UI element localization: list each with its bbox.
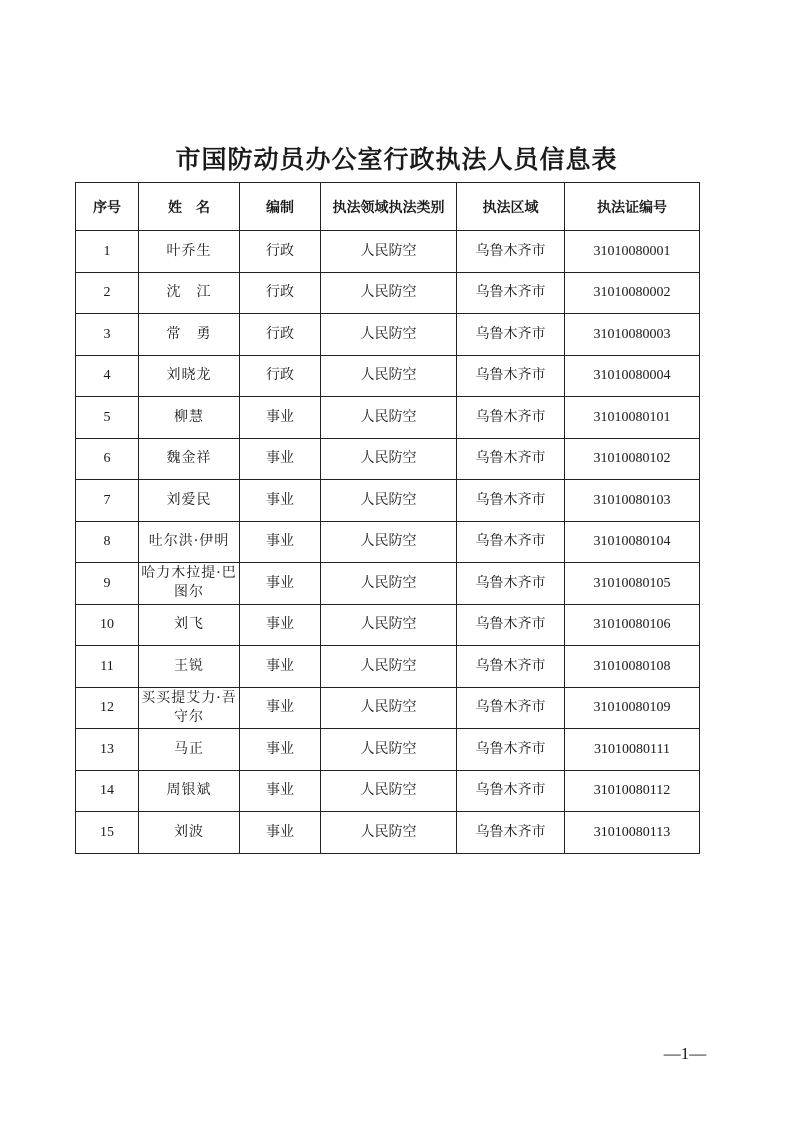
cell-name [139,397,240,439]
table-row [76,231,700,273]
cell-name [139,231,240,273]
cell-cert: 31010080004 [565,355,700,397]
cell-name [139,314,240,356]
header-field: 执法领域执法类别 [321,183,457,231]
cell-name [139,563,240,605]
cell-seq: 6 [76,438,139,480]
cell-seq: 13 [76,729,139,771]
cell-region: 乌鲁木齐市 [457,563,565,605]
cell-seq: 15 [76,812,139,854]
table-row [76,563,700,605]
cell-seq: 7 [76,480,139,522]
cell-name [139,438,240,480]
cell-cert: 31010080103 [565,480,700,522]
cell-seq: 8 [76,521,139,563]
person-name: 哈力木拉提·巴图尔 [141,565,237,601]
cell-field: 人民防空 [321,604,457,646]
page-title: 市国防动员办公室行政执法人员信息表 [175,145,618,174]
person-name: 叶乔生 [166,242,212,259]
cell-region: 乌鲁木齐市 [457,687,565,729]
cell-field: 人民防空 [321,770,457,812]
person-name: 周银斌 [166,782,212,799]
cell-field: 人民防空 [321,646,457,688]
cell-field: 人民防空 [321,521,457,563]
cell-staffing: 事业 [240,812,321,854]
cell-cert: 31010080003 [565,314,700,356]
cell-cert: 31010080106 [565,604,700,646]
cell-field: 人民防空 [321,729,457,771]
table-row [76,604,700,646]
table-row [76,480,700,522]
cell-name [139,355,240,397]
cell-seq: 14 [76,770,139,812]
person-name: 刘爱民 [166,491,212,508]
cell-field: 人民防空 [321,397,457,439]
cell-region: 乌鲁木齐市 [457,770,565,812]
cell-seq: 3 [76,314,139,356]
cell-cert: 31010080101 [565,397,700,439]
person-name: 刘晓龙 [166,367,212,384]
cell-seq: 1 [76,231,139,273]
cell-field: 人民防空 [321,355,457,397]
cell-cert: 31010080105 [565,563,700,605]
header-seq: 序号 [76,183,139,231]
cell-field: 人民防空 [321,812,457,854]
cell-region: 乌鲁木齐市 [457,272,565,314]
cell-cert: 31010080002 [565,272,700,314]
cell-staffing: 事业 [240,563,321,605]
personnel-table [75,182,700,854]
cell-staffing: 行政 [240,272,321,314]
cell-field: 人民防空 [321,480,457,522]
cell-staffing: 事业 [240,646,321,688]
cell-region: 乌鲁木齐市 [457,729,565,771]
table-row [76,812,700,854]
page-number: —1— [663,1044,707,1063]
cell-region: 乌鲁木齐市 [457,314,565,356]
cell-name [139,729,240,771]
cell-name [139,272,240,314]
cell-field: 人民防空 [321,687,457,729]
person-name: 刘飞 [174,616,204,633]
cell-field: 人民防空 [321,231,457,273]
cell-seq: 11 [76,646,139,688]
cell-staffing: 行政 [240,314,321,356]
cell-name [139,646,240,688]
cell-region: 乌鲁木齐市 [457,604,565,646]
cell-field: 人民防空 [321,272,457,314]
cell-name [139,521,240,563]
table-row [76,729,700,771]
cell-region: 乌鲁木齐市 [457,521,565,563]
cell-name [139,687,240,729]
cell-cert: 31010080102 [565,438,700,480]
cell-region: 乌鲁木齐市 [457,438,565,480]
table-row [76,355,700,397]
cell-name [139,604,240,646]
person-name: 吐尔洪·伊明 [148,533,230,550]
table-row [76,687,700,729]
person-name: 柳慧 [174,408,204,425]
cell-cert: 31010080104 [565,521,700,563]
cell-staffing: 事业 [240,438,321,480]
cell-cert: 31010080109 [565,687,700,729]
cell-seq: 12 [76,687,139,729]
table-header-row [76,183,700,231]
cell-region: 乌鲁木齐市 [457,231,565,273]
cell-staffing: 事业 [240,521,321,563]
cell-staffing: 事业 [240,687,321,729]
person-name: 王锐 [174,657,204,674]
cell-staffing: 事业 [240,770,321,812]
cell-seq: 9 [76,563,139,605]
person-name: 买买提艾力·吾守尔 [141,689,237,725]
person-name: 马正 [174,740,204,757]
cell-region: 乌鲁木齐市 [457,397,565,439]
cell-staffing: 事业 [240,397,321,439]
header-region: 执法区域 [457,183,565,231]
cell-cert: 31010080108 [565,646,700,688]
cell-cert: 31010080113 [565,812,700,854]
cell-region: 乌鲁木齐市 [457,480,565,522]
cell-field: 人民防空 [321,314,457,356]
cell-seq: 5 [76,397,139,439]
cell-seq: 2 [76,272,139,314]
header-cert: 执法证编号 [565,183,700,231]
table-row [76,521,700,563]
cell-cert: 31010080112 [565,770,700,812]
cell-staffing: 行政 [240,355,321,397]
header-staffing: 编制 [240,183,321,231]
cell-name [139,770,240,812]
table-row [76,438,700,480]
table-row [76,272,700,314]
table-row [76,646,700,688]
header-name: 姓 名 [139,183,240,231]
cell-name [139,480,240,522]
cell-cert: 31010080001 [565,231,700,273]
cell-staffing: 事业 [240,480,321,522]
person-name: 刘波 [174,823,204,840]
cell-staffing: 事业 [240,729,321,771]
cell-cert: 31010080111 [565,729,700,771]
cell-region: 乌鲁木齐市 [457,355,565,397]
cell-field: 人民防空 [321,563,457,605]
cell-region: 乌鲁木齐市 [457,646,565,688]
table-row [76,397,700,439]
cell-seq: 4 [76,355,139,397]
person-name: 沈 江 [166,284,212,301]
cell-region: 乌鲁木齐市 [457,812,565,854]
person-name: 魏金祥 [166,450,212,467]
table-row [76,770,700,812]
cell-seq: 10 [76,604,139,646]
cell-field: 人民防空 [321,438,457,480]
cell-name [139,812,240,854]
cell-staffing: 行政 [240,231,321,273]
cell-staffing: 事业 [240,604,321,646]
table-row [76,314,700,356]
person-name: 常 勇 [166,325,212,342]
